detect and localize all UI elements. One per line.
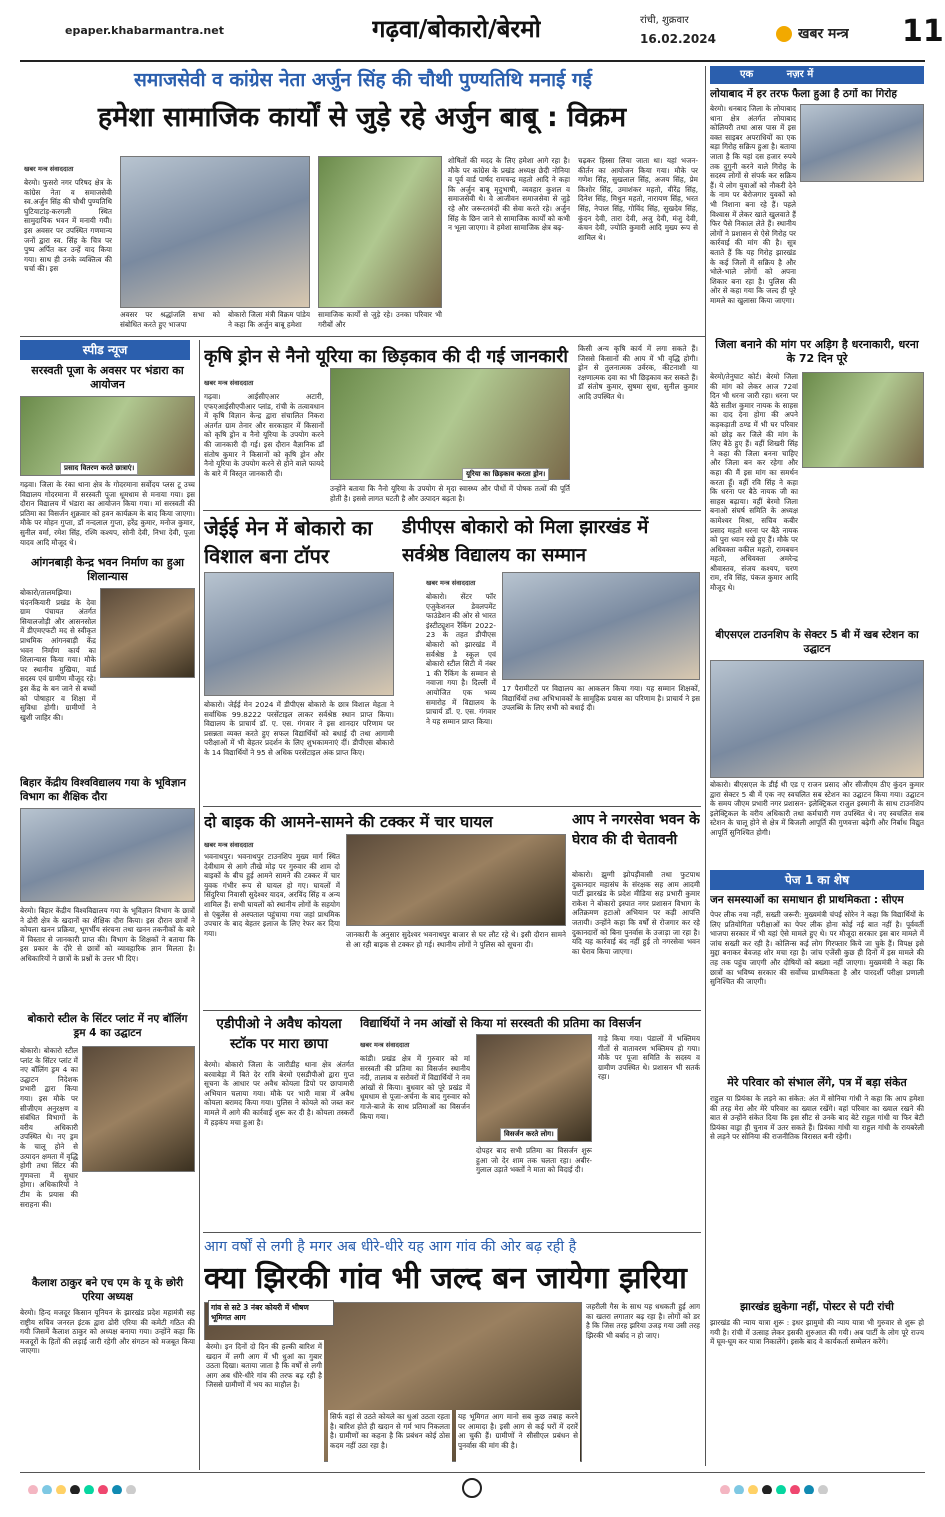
- speed-a-headline: सरस्वती पूजा के अवसर पर भंडारा का आयोजन: [31, 364, 184, 391]
- dps-photo: [502, 572, 700, 680]
- lead-col1: बेरमो। फुसरो नगर परिषद क्षेत्र के कांग्रेस नेता व समाजसेवी स्व.अर्जुन सिंह की चौथी पुण्यतिथि घुटियाटांड़-करगली स्थित सामुदायिक भवन में मनायी गयी। इस अवसर पर उपस्थित गणमान्य जनों द्वारा स्व. सिंह के चित्र पर पुष्प अर्पित कर उन्हें याद किया गया। साथ ही उनके व्यक्तित्व की चर्चा की। इस: [24, 178, 112, 274]
- fire-kicker: आग वर्षों से लगी है मगर अब धीरे-धीरे यह आग गांव की ओर बढ़ रही है: [204, 1239, 577, 1255]
- right-s1-photo: [800, 104, 924, 182]
- color-dot: [776, 1485, 786, 1494]
- drone-body-2: उन्होंने बताया कि नैनो यूरिया के उपयोग से मृदा स्वास्थ्य और पौधों में पोषक तत्वों की पूर्ति होती है। इससे लागत घटती है और उत्पादन बढ़ता है।: [330, 484, 570, 503]
- p1c-body: झारखंड की न्याय यात्रा शुरू : इधर झामुमो की न्याय यात्रा भी गुरुवार से शुरू हो गयी है। रांची में उत्साह लेकर इसकी शुरुआत की गयी। अब पार्टी के लोग पूरे राज्य में घूम-घूम कर यात्रा निकालेंगे। इसके बाद वे कार्यकर्ता सम्मेलन करेंगे।: [710, 1318, 924, 1347]
- right-s2-photo: [802, 372, 924, 468]
- site-url[interactable]: epaper.khabarmantra.net: [65, 24, 224, 37]
- accident-headline: दो बाइक की आमने-सामने की टक्कर में चार घायल: [204, 813, 493, 831]
- right-s2-headline: जिला बनाने की मांग पर अड़िग है धरनाकारी, धरना के 72 दिन पूरे: [715, 338, 919, 365]
- color-dot: [790, 1485, 800, 1494]
- color-dot: [84, 1485, 94, 1494]
- fire-headline: क्या झिरकी गांव भी जल्द बन जायेगा झरिया: [204, 1261, 687, 1296]
- speed-c-headline: बिहार केंद्रीय विश्वविद्यालय गया के भूविज्ञान विभाग का शैक्षिक दौरा: [20, 777, 186, 803]
- page-1-band: पेज 1 का शेष: [710, 870, 924, 890]
- protest-body: बोकारो। झुग्गी झोपड़ीवासी तथा फुटपाथ दुकानदार महासंघ के संरक्षक सह आम आदमी पार्टी झारखंड के प्रदेश मीडिया सह प्रभारी कुमार राकेश ने बोकारो इस्पात नगर प्रशासन विभाग के अतिक्रमण हटाओ अभियान पर कड़ी आपत्ति जतायी। उन्होंने कहा कि वर्षों से रोजगार कर रहे दुकानदारों को बिना पुनर्वास के उजाड़ा जा रहा है। यदि यह कार्रवाई बंद नहीं हुई तो नगरसेवा भवन का घेराव किया जाएगा।: [572, 870, 700, 956]
- p1b-body: राहुल या प्रियंका के लड़ने का संकेत: अंत में सोनिया गांधी ने कहा कि आप हमेशा की तरह मेरा और मेरे परिवार का ख्याल रखेंगे। वहां परिवार का ख्याल रखने की बात से उन्होंने संकेत दिया कि इस सीट से उनके बाद बेटे राहुल गांधी या फिर बेटी प्रियंका वाड्रा ही चुनाव में उतर सकते हैं। प्रियंका गांधी या राहुल गांधी के रायबरेली से लड़ने पर सोनिया की राजनीतिक विरासत बनी रहेगी।: [710, 1094, 924, 1142]
- drone-headline: कृषि ड्रोन से नैनो यूरिया का छिड़काव की दी गई जानकारी: [204, 347, 568, 367]
- tag-ek: एक: [740, 69, 754, 80]
- lead-photo-caption: अवसर पर श्रद्धांजलि सभा को संबोधित करते हुए भाजपा: [120, 310, 220, 329]
- color-dot: [734, 1485, 744, 1494]
- registration-marks-right: [720, 1480, 920, 1494]
- right-s1-body: बेरमो। धनबाद जिला के लोयाबाद थाना क्षेत्र अंतर्गत लोयाबाद कोलियरी तथा आस पास में इस वक्त साइबर अपराधियों का एक बड़ा गिरोह सक्रिय हुआ है। बताया जाता है कि यहां दस हजार रुपये तक दुगुनी करने वाले गिरोह के सदस्य लोगों से संपर्क कर सक्रिय हैं। ये लोग युवाओं को नौकरी देने के नाम पर बेरोजगार युवकों को भी निशाना बना रहे हैं। पहले विश्वास में लेकर खाते खुलवाते हैं फिर पैसे निकाल लेते हैं। स्थानीय लोगों ने प्रशासन से ऐसे गिरोह पर कार्रवाई की मांग की है। सूत्र बताते हैं कि यह गिरोह झारखंड के कई जिलों में सक्रिय है और भोले-भाले लोगों को अपना शिकार बना रहा है। पुलिस की ओर से कहा गया कि जल्द ही पूरे मामले का खुलासा किया जाएगा।: [710, 104, 796, 305]
- coal-headline: एडीपीओ ने अवैध कोयला स्टॉक पर मारा छापा: [216, 1016, 342, 1052]
- protest-headline: आप ने नगरसेवा भवन के घेराव की दी चेतावनी: [572, 812, 700, 848]
- dateline-city: रांची, शुक्रवार: [640, 15, 689, 26]
- color-dot: [720, 1485, 730, 1494]
- tag-nazar: नज़र में: [786, 69, 814, 80]
- lead-col2: बोकारो जिला मंत्री विक्रम पांडेय ने कहा कि अर्जुन बाबू हमेशा: [228, 310, 310, 329]
- section-name: गढ़वा/बोकारो/बेरमो: [372, 14, 541, 43]
- speed-news-band: स्पीड न्यूज: [20, 340, 190, 360]
- speed-e-headline: कैलाश ठाकुर बने एच एम के यू के छोरी एरिया अध्यक्ष: [31, 1277, 184, 1303]
- color-dot: [42, 1485, 52, 1494]
- fire-body-3: यह भूमिगत आग मानो सब कुछ तबाह करने पर आमादा है। इसी आग से कई घरों में दरारें आ चुकी हैं। ग्रामीणों ने सीसीएल प्रबंधन से पुनर्वास की मांग की है।: [456, 1410, 580, 1466]
- registration-marks-left: [28, 1480, 228, 1494]
- color-dot: [56, 1485, 66, 1494]
- drone-byline: खबर मन्त्र संवाददाता: [204, 379, 254, 387]
- p1a-headline: जन समस्याओं का समाधान ही प्राथमिकता : सीएम: [710, 894, 904, 906]
- saraswati-photo-caption: विसर्जन करते लोग।: [500, 1128, 558, 1141]
- saraswati-headline: विद्यार्थियों ने नम आंखों से किया मां सरस्वती की प्रतिमा का विसर्जन: [360, 1016, 641, 1030]
- saraswati-photo: [476, 1034, 592, 1142]
- dps-body-1: बोकारो। सेंटर फॉर एजुकेशनल डेवलपमेंट फाउंडेशन की ओर से भारत इंस्टीट्यूशन रैंकिंग 2022-23 के तहत डीपीएस बोकारो को झारखंड में सर्वश्रेष्ठ डे स्कूल एवं बोकारो स्टील सिटी में नंबर 1 की रैंकिंग के सम्मान से नवाजा गया है। दिल्ली में आयोजित एक भव्य समारोह में विद्यालय के प्राचार्य डॉ. ए. एस. गंगवार ने यह सम्मान प्राप्त किया।: [426, 592, 496, 726]
- coal-body: बेरमो। बोकारो जिला के जारीडीह थाना क्षेत्र अंतर्गत बरवाबेड़ा में बिते देर रात्रि बेरमो एसडीपीओ द्वारा गुप्त सूचना के आधार पर अवैध कोयला डिपो पर छापामारी अभियान चलाया गया। मौके पर भारी मात्रा में अवैध कोयला बरामद किया गया। पुलिस ने कोयले को जब्त कर मामले में आगे की कार्रवाई शुरू कर दी है। कोयला तस्करों में हड़कंप मचा हुआ है।: [204, 1060, 354, 1127]
- color-dot: [70, 1485, 80, 1494]
- saraswati-body-3: गाड़े किया गया। पंडालों में भक्तिमय गीतों से वातावरण भक्तिमय हो गया। मौके पर पूजा समिति के सदस्य व ग्रामीण उपस्थित थे। प्रशासन भी सतर्क रहा।: [598, 1034, 700, 1082]
- fire-body-4: जहरीली गैस के साथ यह धधकती हुई आग का खतरा लगातार बढ़ रहा है। लोगों को डर है कि जिस तरह झरिया उजड़ गया उसी तरह झिरकी भी बर्बाद न हो जाए।: [586, 1302, 700, 1340]
- speed-b-headline: आंगनबाड़ी केन्द्र भवन निर्माण का हुआ शिलान्यास: [31, 556, 184, 583]
- right-s1-headline: लोयाबाद में हर तरफ फैला हुआ है ठगों का गिरोह: [710, 88, 897, 100]
- saraswati-body-1: कांडी। प्रखंड क्षेत्र में गुरुवार को मां सरस्वती की प्रतिमा का विसर्जन स्थानीय नदी, तालाब व सरोवरों में विद्यार्थियों ने नम आंखों से किया। बुधवार को पूरे प्रखंड में धूमधाम से पूजा-अर्चना के बाद गुरुवार को गाजे-बाजे के साथ प्रतिमाओं का विसर्जन किया गया।: [360, 1054, 470, 1121]
- color-dot: [98, 1485, 108, 1494]
- dps-headline: डीपीएस बोकारो को मिला झारखंड में सर्वश्रेष्ठ विद्यालय का सम्मान: [402, 517, 649, 566]
- speed-b-body: बोकारो/तालमझिया। चंदनकियारी प्रखंड के देवा ग्राम पंचायत अंतर्गत सियालजोड़ी और आसनसोल में डीएमएफटी मद से स्वीकृत प्राथमिक आंगनबाड़ी केंद्र भवन निर्माण कार्य का शिलान्यास किया गया। मौके पर स्थानीय मुखिया, वार्ड सदस्य एवं ग्रामीण मौजूद रहे। इस केंद्र के बन जाने से बच्चों को पोषाहार व शिक्षा में सुविधा होगी। ग्रामीणों ने खुशी जाहिर की।: [20, 588, 96, 722]
- brand-name: खबर मन्त्र: [798, 26, 849, 42]
- lead-col4: शोषितों की मदद के लिए हमेशा आगे रहा है। मौके पर कांग्रेस के प्रखंड अध्यक्ष छेदी नोनिया व पूर्व वार्ड पार्षद रामचन्द्र महतो आदि ने कहा कि अर्जुन बाबू मृदुभाषी, व्यवहार कुशल व समाजसेवी थे। वे आजीवन समाजसेवा से जुड़े रहे और जरूरतमंदों की सेवा करते रहे। अर्जुन सिंह के छिन जाने से सामाजिक कार्यों को कभी न भूला जाएगा। वे हमेशा सामाजिक क्षेत्र बढ़-: [448, 156, 570, 233]
- color-dot: [28, 1485, 38, 1494]
- color-dot: [112, 1485, 122, 1494]
- lead-headline: हमेशा सामाजिक कार्यों से जुड़े रहे अर्जुन बाबू : विक्रम: [97, 102, 627, 133]
- speed-a-body: गढ़वा। जिला के रंका थाना क्षेत्र के गोदरमाना सर्वोदय प्लस टू उच्च विद्यालय गोदरमाना में सरस्वती पूजा धूमधाम से मनाया गया। इस दौरान विद्यालय में भंडारा का आयोजन किया गया। मां सरस्वती की प्रतिमा का विसर्जन शुक्रवार को हवन कार्यक्रम के बाद किया जाएगा। मौके पर मोहन गुप्ता, डॉ नन्दलाल गुप्ता, हरेंद्र कुमार, मनोज कुमार, सुनील वर्मा, रमेश सिंह, रश्मि कश्यप, सोनी देवी, निभा देवी, पूजा यादव आदि मौजूद थे।: [20, 480, 195, 547]
- fire-photo-caption: गांव से सटे 3 नंबर कोयरी में भीषण भूमिगत आग: [208, 1300, 334, 1326]
- right-s3-headline: बीएसएल टाउनशिप के सेक्टर 5 बी में खब स्टेशन का उद्घाटन: [715, 629, 919, 655]
- dps-body-2: 17 पैरामीटरों पर विद्यालय का आकलन किया गया। यह सम्मान शिक्षकों, विद्यार्थियों तथा अभिभावकों के सामूहिक प्रयास का परिणाम है। प्राचार्य ने इस उपलब्धि के लिए सभी को बधाई दी।: [502, 684, 700, 713]
- color-dot: [126, 1485, 136, 1494]
- speed-c-photo: [20, 808, 195, 902]
- speed-d-photo: [82, 1046, 195, 1172]
- lead-col3: सामाजिक कार्यों से जुड़े रहे। उनका परिवार भी गरीबों और: [318, 310, 442, 329]
- lead-col5: चढ़कर हिस्सा लिया जाता था। यहां भजन-कीर्तन का आयोजन किया गया। मौके पर गणेश सिंह, सुखलाल सिंह, अजय सिंह, प्रेम किशोर सिंह, उमाशंकर महतो, वीरेंद्र सिंह, दिनेश सिंह, मिथुन महतो, नारायण सिंह, भरत सिंह, नेपाल सिंह, गोविंद सिंह, सुखदेव सिंह, कुंदन देवी, तारा देवी, अजु देवी, मंजु देवी, कंचन देवी, ज्योति कुमारी आदि मुख्य रूप से शामिल थे।: [578, 156, 698, 242]
- lead-byline: खबर मन्त्र संवाददाता: [24, 165, 74, 173]
- lead-kicker: समाजसेवी व कांग्रेस नेता अर्जुन सिंह की चौथी पुण्यतिथि मनाई गई: [133, 69, 593, 91]
- right-s3-body: बोकारो। बीएसएल के डीई थी एड ए राजन प्रसाद और सीजीएम ठीए कुंदन कुमार द्वारा सेक्टर 5 बी में एक नए स्वचलित सब स्टेशन का उद्घाटन किया गया। उद्घाटन के समय जीएम प्रभारी नगर प्रशासन- इलेक्ट्रिकल राजुल इस्मानी के साथ टाउनशिप इलेक्ट्रिकल के वरीय अधिकारी तथा कर्मचारी गण उपस्थित थे। नए स्वचलित सब स्टेशन के चालू होने से क्षेत्र में बिजली आपूर्ति की गुणवत्ता बढ़ेगी और निर्बाध विद्युत आपूर्ति सुनिश्चित होगी।: [710, 780, 924, 837]
- registration-crosshair: [462, 1478, 482, 1498]
- drone-body-3: किसी अन्य कृषि कार्य में लगा सकते हैं। जिससे किसानों की आय में भी वृद्धि होगी। ड्रोन से तुलनात्मक उर्वरक, कीटनाशी या रक्षणात्मक दवा का भी छिड़काव कर सकते हैं। डॉ संतोष कुमार, सुषमा सुधा, सुनील कुमार आदि उपस्थित थे।: [578, 344, 698, 401]
- right-s2-body: बेरमो/तेनुघाट कोर्ट। बेरमो जिला की मांग को लेकर आज 72वां दिन भी धरना जारी रहा। धरना पर बैठे सतीश कुमार नायक के साहस का दाद देना होगा की अपने कड़कड़ाती ठण्ड में भी घर परिवार को छोड़ कर जिले की मांग के लिए बैठे हुए हैं। वहीं शिखरी सिंह ने कहा की जिला बनना चाहिए और जिला बन कर रहेगा और कहा की मैं इस मांग का समर्थन करता हूँ। वहीं रवि सिंह ने कहा कि धरना पर बैठे नायक जी का साहस बढ़ाया। वहीं बेरमो जिला बनाओ संघर्ष समिति के अध्यक्ष कामेश्वर मिश्रा, सचिव कबीर प्रसाद महतो धरना पर बैठे नायक को पुरा ध्यान रखे हुए हैं। मौके पर अधिवक्ता वकील महतो, रामबचन महतो, अधिवक्ता अमरेन्द्र श्रीवास्तव, संजय कश्यप, चरण राम, रवि सिंह, पंकज कुमार आदि मौजूद थे।: [710, 372, 798, 593]
- speed-c-body: बेरमो। बिहार केंद्रीय विश्वविद्यालय गया के भूविज्ञान विभाग के छात्रों ने ढोरी क्षेत्र के खदानों का शैक्षिक दौरा किया। इस दौरान छात्रों ने कोयला खनन प्रक्रिया, भूगर्भीय संरचना तथा खनन तकनीकों के बारे में विस्तार से जानकारी प्राप्त की। विभाग के शिक्षकों ने बताया कि इस प्रकार के दौरे से छात्रों को व्यावहारिक ज्ञान मिलता है। अधिकारियों ने छात्रों के प्रश्नों के उत्तर भी दिए।: [20, 906, 195, 963]
- color-dot: [818, 1485, 828, 1494]
- color-dot: [804, 1485, 814, 1494]
- speed-a-caption: प्रसाद वितरण करते छात्राएं।: [60, 462, 138, 475]
- speed-d-body: बोकारो। बोकारो स्टील प्लांट के सिंटर प्लांट में नए बॉलिंग ड्रम 4 का उद्घाटन निदेशक प्रभारी द्वारा किया गया। इस मौके पर सीजीएम अनुरक्षण व संबंधित विभागों के वरीय अधिकारी उपस्थित थे। नए ड्रम के चालू होने से उत्पादन क्षमता में वृद्धि होगी तथा सिंटर की गुणवत्ता में सुधार होगा। अधिकारियों ने टीम के प्रयास की सराहना की।: [20, 1046, 78, 1209]
- speed-b-photo: [100, 588, 195, 678]
- p1c-headline: झारखंड झुकेगा नहीं, पोस्टर से पटी रांची: [740, 1301, 894, 1313]
- jee-photo: [204, 572, 394, 696]
- right-s3-photo: [710, 660, 924, 778]
- drone-photo-caption: यूरिया का छिड़काव करता ड्रोन।: [462, 468, 549, 481]
- accident-body: भवनाथपुर। भवनाथपुर टाउनशिप मुख्य मार्ग स्थित देवीधाम से आगे तीखे मोड़ पर गुरुवार की शाम दो बाइकों के बीच हुई आमने सामने की टक्कर में चार युवक गंभीर रूप से घायल हो गए। घायलों में सिंदुरिया निवासी सुदेश्वर यादव, अरविंद सिंह व अन्य शामिल हैं। सभी घायलों को स्थानीय लोगों के सहयोग से एंबुलेंस से अस्पताल पहुंचाया गया जहां प्राथमिक उपचार के बाद बेहतर इलाज के लिए रेफर कर दिया गया।: [204, 852, 340, 938]
- jee-body: बोकारो। जेईई मेन 2024 में डीपीएस बोकारो के छात्र विशाल मेहता ने सर्वाधिक 99.8222 परसेंटाइल लाकर सर्वश्रेष्ठ स्थान प्राप्त किया। विद्यालय के प्राचार्य डॉ. ए. एस. गंगवार ने इस शानदार परिणाम पर प्रसन्नता व्यक्त करते हुए सफल विद्यार्थियों को बधाई दी तथा आगामी परीक्षाओं में भी बेहतर प्रदर्शन के लिए शुभकामनाएं दीं। डीपीएस बोकारो के 14 विद्यार्थियों ने 95 से अधिक परसेंटाइल अंक प्राप्त किए।: [204, 700, 394, 757]
- fire-body-2: सिर्फ वहां से उठते कोयले का धुआं उठता रहता है। बारिश होते ही खदान से गर्म भाप निकलता है। ग्रामीणों का कहना है कि प्रबंधन कोई ठोस कदम नहीं उठा रहा है।: [328, 1410, 452, 1466]
- saraswati-body-2: दोपहर बाद सभी प्रतिमा का विसर्जन शुरू हुआ जो देर शाम तक चलता रहा। अबीर-गुलाल उड़ाते भक्तों ने माता को विदाई दी।: [476, 1146, 592, 1175]
- color-dot: [762, 1485, 772, 1494]
- masthead: [0, 0, 945, 60]
- drone-photo: [330, 368, 570, 480]
- brand-logo: [776, 26, 792, 42]
- p1b-headline: मेरे परिवार को संभाल लेंगे, पत्र में बड़ा संकेत: [727, 1076, 907, 1089]
- page-number: 11: [902, 14, 944, 49]
- drone-body-1: गढ़वा। आईसीएआर अटारी, एफएआईसीएपीआर प्लांड, रांची के तत्वावधान में कृषि विज्ञान केन्द्र द्वारा संचालित निकरा अंतर्गत ग्राम तेनार और सरकाहार में किसानों को कृषि ड्रोन व नैनो यूरिया के उपयोग करने की जानकारी दी गई। इस दौरान वैज्ञानिक डॉ संतोष कुमार ने किसानों को कृषि ड्रोन और नैनो यूरिया के उपयोग करने से होने वाले फायदे के बारे में विस्तृत जानकारी दी।: [204, 392, 324, 478]
- lead-photo-2: [318, 156, 442, 308]
- speed-d-headline: बोकारो स्टील के सिंटर प्लांट में नए बॉलिंग ड्रम 4 का उद्घाटन: [27, 1013, 188, 1039]
- accident-photo: [346, 834, 566, 926]
- accident-body-2: जानकारी के अनुसार सुदेश्वर भवनाथपुर बाजार से घर लौट रहे थे। इसी दौरान सामने से आ रही बाइक से टक्कर हो गई। स्थानीय लोगों ने पुलिस को सूचना दी।: [346, 930, 566, 949]
- speed-e-body: बेरमो। हिन्द मजदूर किसान यूनियन के झारखंड प्रदेश महामंत्री सह राष्ट्रीय सचिव जनरल इंटक द्वारा ढोरी एरिया की कमेटी गठित की गयी जिसमें कैलाश ठाकुर को अध्यक्ष बनाया गया। उन्होंने कहा कि मजदूरों के हितों की लड़ाई जारी रहेगी और संगठन को मजबूत किया जाएगा।: [20, 1308, 195, 1356]
- dps-byline: खबर मन्त्र संवाददाता: [426, 579, 476, 587]
- color-dot: [748, 1485, 758, 1494]
- fire-body-1: बेरमो। इन दिनों दो दिन की हल्की बारिश में खदान में लगी आग में भी धुआं का गुबार उठता दिखा। बताया जाता है कि वर्षों से लगी आग अब धीरे-धीरे गांव की तरफ बढ़ रही है जिससे ग्रामीणों में भय का माहौल है।: [204, 1340, 324, 1464]
- dateline-date: 16.02.2024: [640, 32, 716, 46]
- jee-headline: जेईई मेन में बोकारो का विशाल बना टॉपर: [204, 516, 373, 568]
- lead-photo: [120, 156, 310, 308]
- accident-byline: खबर मन्त्र संवाददाता: [204, 841, 254, 849]
- saraswati-byline: खबर मन्त्र संवाददाता: [360, 1041, 410, 1049]
- p1a-body: पेपर लीक नया नहीं, सख्ती जरूरी: मुख्यमंत्री चंपई सोरेन ने कहा कि विद्यार्थियों के लिए प्रतियोगिता परीक्षाओं का पेपर लीक होना कोई नई बात नहीं है। पूर्ववर्ती भाजपा सरकार में भी यहां ऐसे मामले हुए थे। पर मौजूदा सरकार इस बार मामले में जांच सख्ती कर रही है। कोलिन्स कई लोग गिरफ्तार किये जा चुके हैं। विपक्ष इसे मुद्दा बनाकर बेवजह शोर मचा रहा है। जांच एजेंसी कुछ ही दिनों में इस मामले की तह तक पहुंच जाएगी और दोषियों को बख्शा नहीं जाएगा। मुख्यमंत्री ने कहा कि छात्रों का भविष्य सरकार की सर्वोच्च प्राथमिकता है और पारदर्शी परीक्षा प्रणाली सुनिश्चित की जाएगी।: [710, 910, 924, 987]
- ek-nazar-tag: [710, 66, 924, 84]
